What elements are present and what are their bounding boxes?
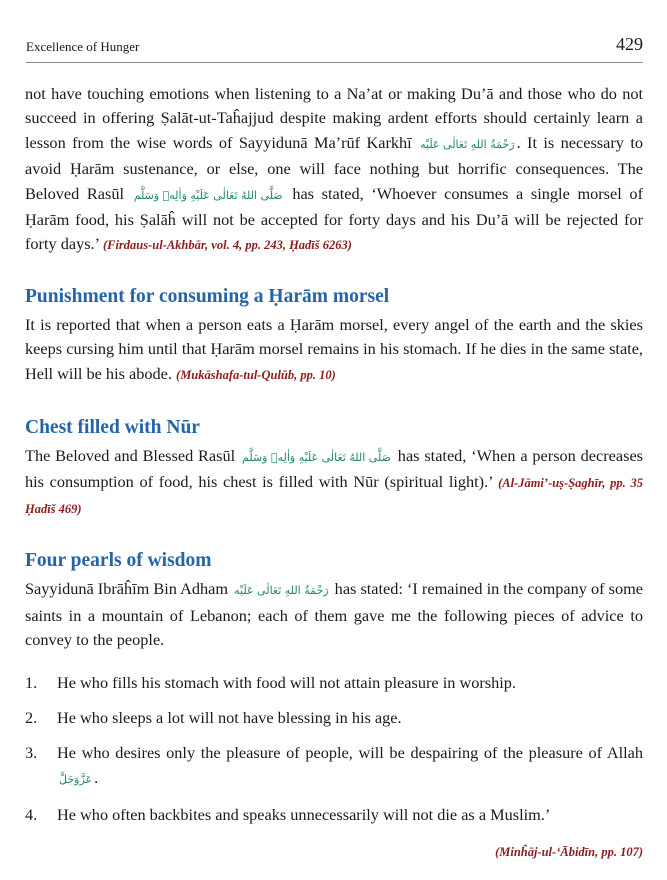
list-text: He who sleeps a lot will not have blessing in his age. [57,707,402,727]
section-heading-punishment: Punishment for consuming a Ḥarām morsel [25,285,390,307]
section-punishment-text: It is reported that when a person eats a Ḥarām morsel, every angel of the earth and the skies keeps cursing him until that Ḥarām morsel remains in his stomach. If he dies in the same state, Hell will be his abode. [25,314,643,383]
page-number: 429 [616,34,643,54]
section-punishment-reference: (Mukāshafa-tul-Qulūb, pp. 10) [176,367,336,382]
wisdom-list [25,671,643,828]
section-punishment-paragraph [25,313,643,387]
section-chest-text-2: has stated, ‘When a person decreases his consumption of food, his chest is filled with Nūr (spiritual light).’ [25,446,644,492]
list-number: 4. [25,805,38,825]
section-heading-pearls: Four pearls of wisdom [25,550,212,572]
page-header [26,34,643,63]
intro-text-2: . It is necessary to avoid Ḥarām sustenance, or else, one will face nothing but horrific consequences. The Beloved Rasūl [25,132,643,203]
section-pearls-reference: (Minĥāj-ul-‘Ābidīn, pp. 107) [495,844,643,859]
arabic-salutation: صَلَّى اللهُ تَعَالٰى عَلَيْهِ وَاٰلِهٖ وَسَلَّم [242,451,391,465]
page-content [25,82,643,864]
section-heading-chest: Chest filled with Nūr [25,417,200,439]
list-item [25,741,643,792]
section-chest-text-1: The Beloved and Blessed Rasūl [25,446,236,466]
arabic-honorific: رَحْمَةُ اللهِ تَعَالٰى عَلَيْه [234,584,329,598]
list-item [25,706,643,730]
list-number: 2. [25,707,38,727]
arabic-honorific: رَحْمَةُ اللهِ تَعَالٰى عَلَيْه [420,137,515,151]
section-pearls-paragraph [25,577,643,652]
list-item [25,803,643,827]
list-text: He who often backbites and speaks unnecessarily will not die as a Muslim.’ [57,805,551,825]
list-text: He who fills his stomach with food will not attain pleasure in worship. [57,672,516,692]
list-text-tail: . [94,767,99,787]
list-item [25,671,643,695]
intro-text-1: not have touching emotions when listening to a Na’at or making Du’ā and those who do not succeed in offering Ṣalāt-ut-Taĥajjud despite making ardent efforts should certainly learn a lesson from the wise words of Sayyidunā Ma’rūf Karkhī [25,84,643,152]
arabic-glorification: عَزَّوَجَلَّ [59,772,93,786]
intro-text-3: has stated, ‘Whoever consumes a single morsel of Ḥarām food, his Ṣalāĥ will not be accepted for forty days and his Du’ā will be rejected for forty days.’ [25,183,643,254]
section-pearls-text-2: has stated: ‘I remained in the company of some saints in a mountain of Lebanon; each of them gave me the following pieces of advice to convey to the people. [25,579,644,650]
section-pearls-text-1: Sayyidunā Ibrāĥīm Bin Adham [25,579,229,599]
list-text: He who desires only the pleasure of people, will be despairing of the pleasure of Allah [57,743,643,763]
section-pearls-reference-line [25,839,643,864]
intro-paragraph [25,82,643,258]
list-number: 1. [25,672,38,692]
list-number: 3. [25,743,38,763]
arabic-salutation: صَلَّى اللهُ تَعَالٰى عَلَيْهِ وَاٰلِهٖ وَسَلَّم [133,188,283,202]
running-title: Excellence of Hunger [26,39,140,54]
intro-reference: (Firdaus-ul-Akhbār, vol. 4, pp. 243, Ḥadīš 6263) [102,238,352,253]
section-chest-reference: (Al-Jāmi’-uṣ-Ṣaghīr, pp. 35 Ḥadīš 469) [25,476,643,516]
section-chest-paragraph [25,444,643,521]
